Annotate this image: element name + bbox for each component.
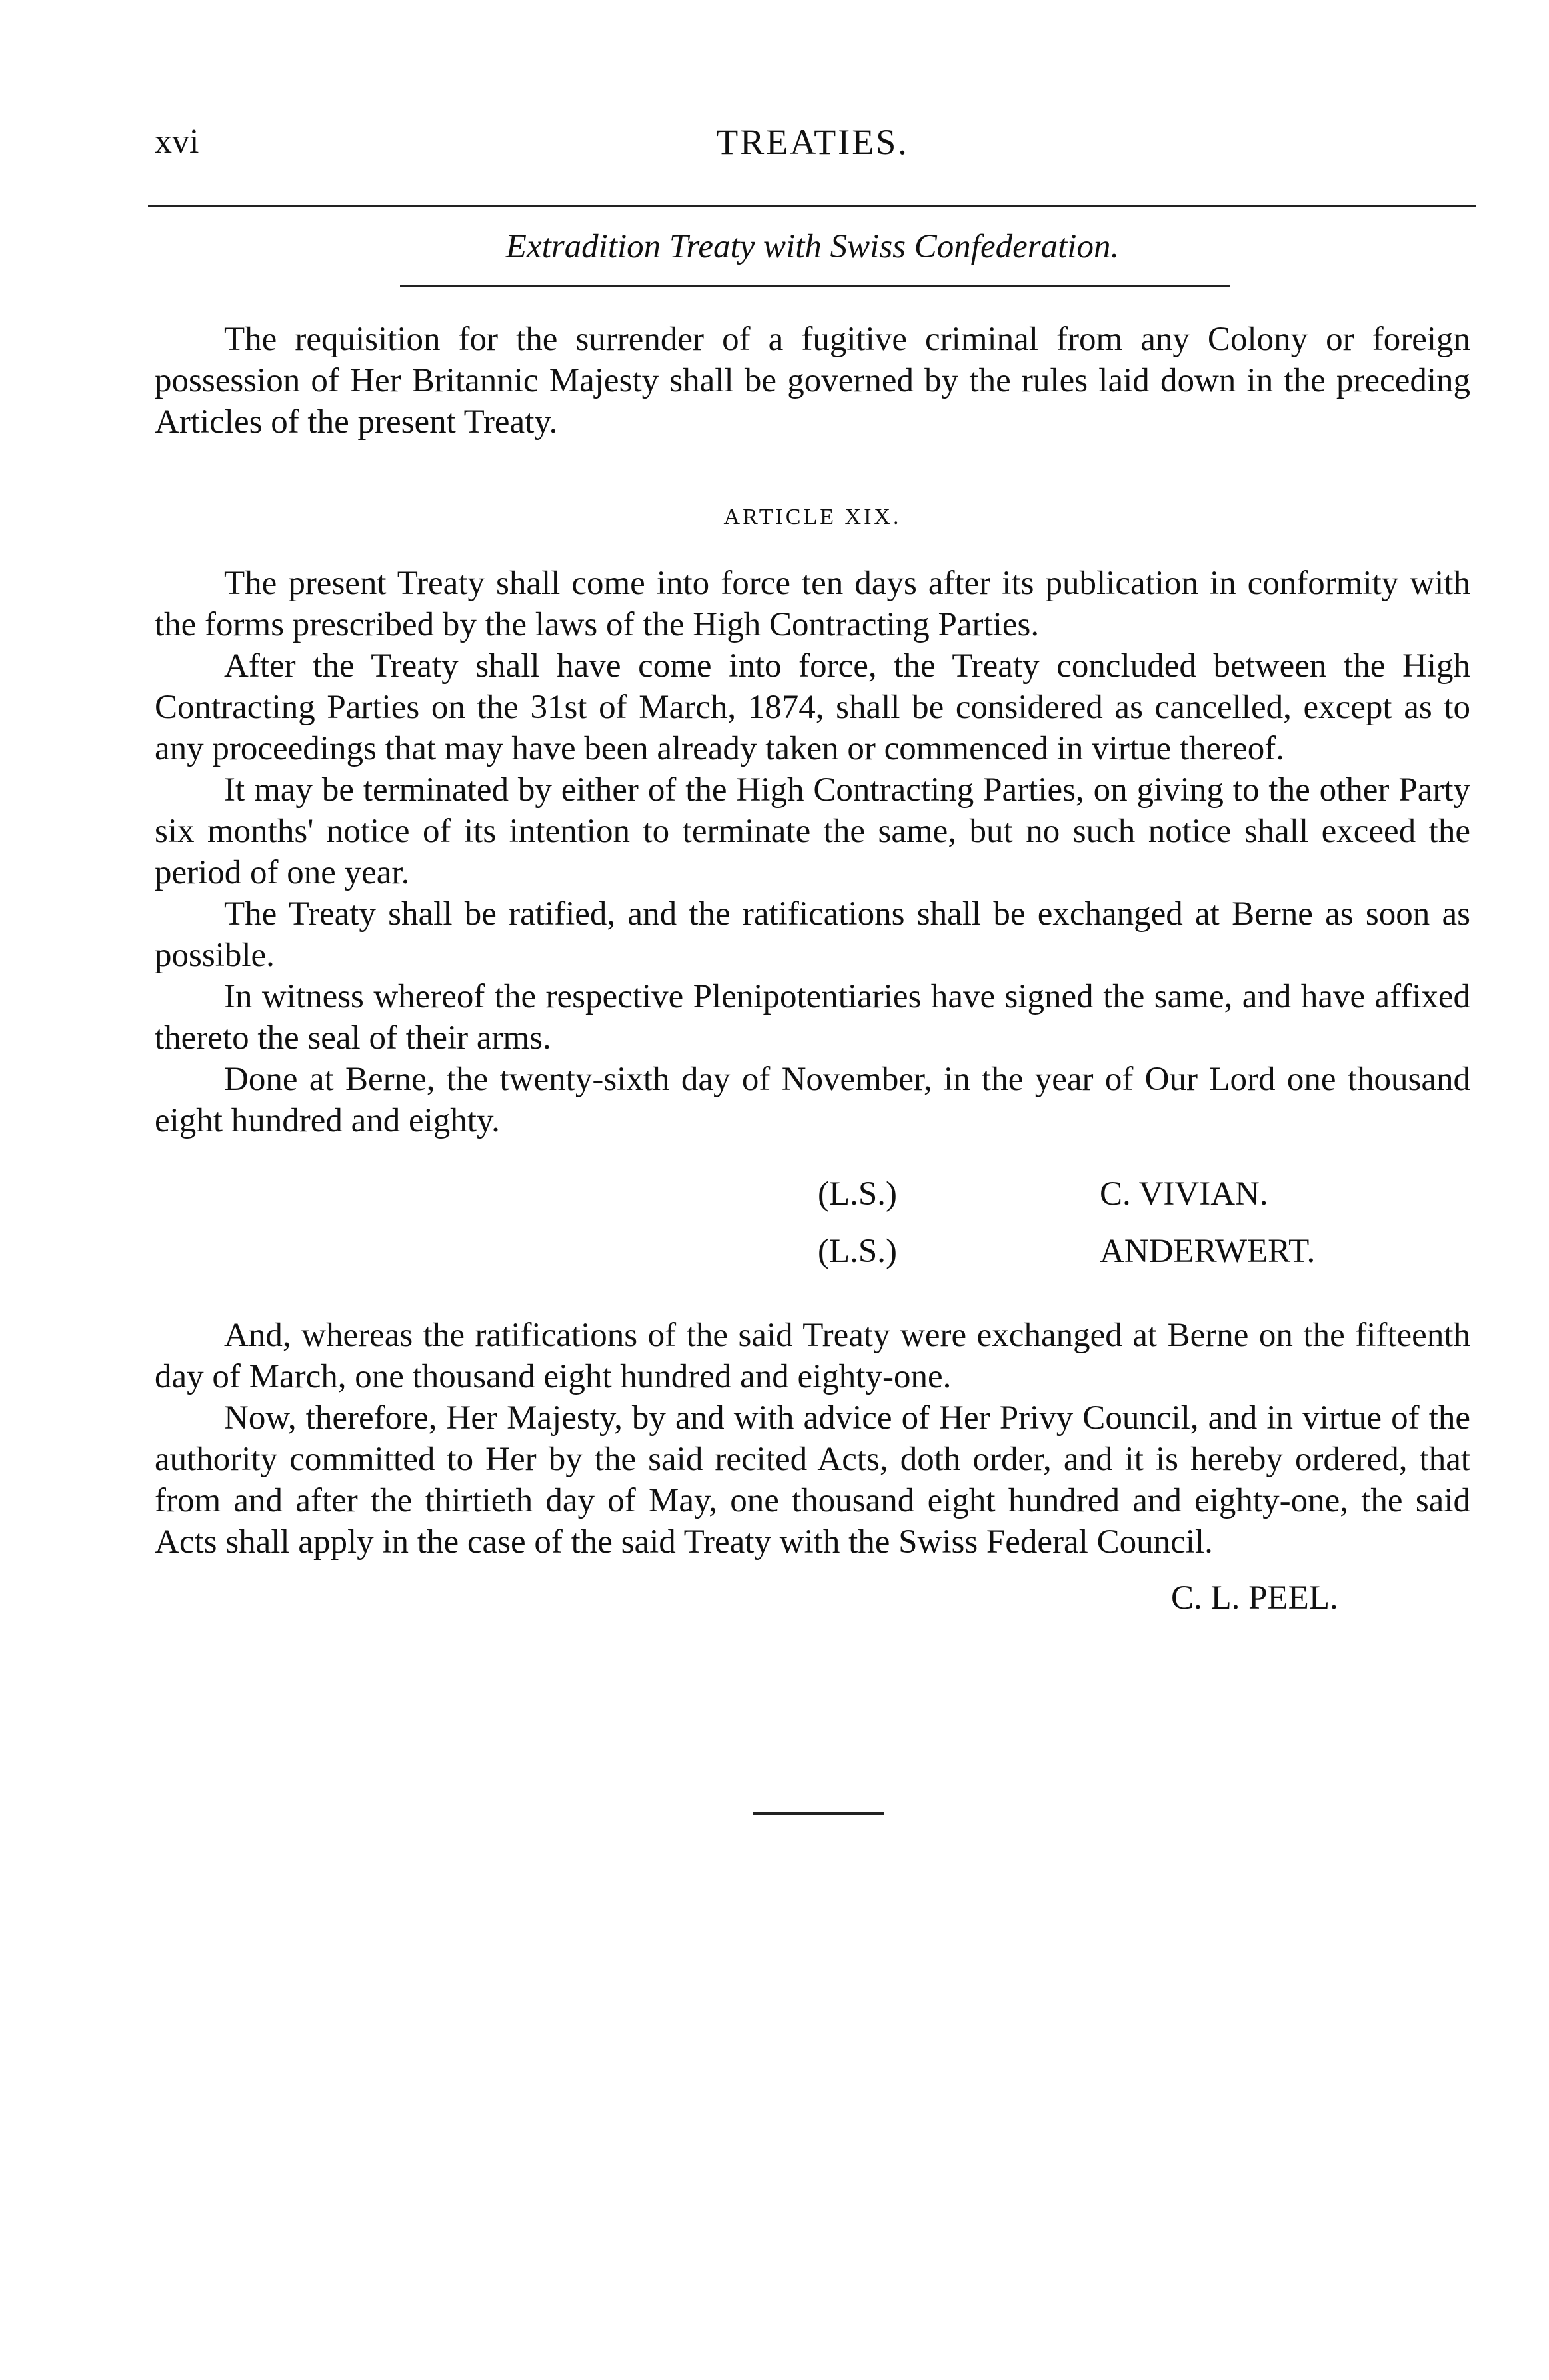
seal-mark: (L.S.) — [818, 1175, 897, 1213]
paragraph-done-at-berne: Done at Berne, the twenty-sixth day of November, in the year of Our Lord one thousand eight hundred and eighty. — [155, 1061, 1470, 1139]
final-signature: C. L. PEEL. — [1171, 1579, 1338, 1617]
paragraph-cancellation: After the Treaty shall have come into force, the Treaty concluded between the High Contracting Parties on the 31st of March, 1874, shall be considered as cancelled, except as to any proceedings that may have been already taken or commenced in virtue thereof. — [155, 647, 1470, 767]
end-of-section-rule — [753, 1812, 884, 1815]
running-head — [155, 119, 1470, 165]
seal-mark: (L.S.) — [818, 1233, 897, 1270]
treaty-body — [155, 319, 1470, 1627]
closing-section — [155, 1315, 1470, 1627]
section-title: Extradition Treaty with Swiss Confederation. — [505, 228, 1120, 265]
paragraph-order: Now, therefore, Her Majesty, by and with advice of Her Privy Council, and in virtue of the authority committed to Her by the said recited Acts, doth order, and it is hereby ordered, that from and after the thirtieth day of May, one thousand eight hundred and eighty-one, the said Acts shall apply in the case of the said Treaty with the Swiss Federal Council. — [155, 1399, 1470, 1561]
signatory-name: ANDERWERT. — [1100, 1233, 1316, 1270]
signature-block — [155, 1165, 1470, 1280]
paragraph-ratification: The Treaty shall be ratified, and the ratifications shall be exchanged at Berne as soon as possible. — [155, 895, 1470, 974]
page-number: xvi — [155, 123, 199, 161]
paragraph-witness: In witness whereof the respective Plenipotentiaries have signed the same, and have affixed thereto the seal of their arms. — [155, 978, 1470, 1057]
signature-row — [155, 1223, 1470, 1280]
paragraph-force: The present Treaty shall come into force ten days after its publication in conformity with the forms prescribed by the laws of the High Contracting Parties. — [155, 565, 1470, 643]
paragraph-exchange: And, whereas the ratifications of the said Treaty were exchanged at Berne on the fifteenth day of March, one thousand eight hundred and eighty-one. — [155, 1317, 1470, 1395]
signature-row — [155, 1165, 1470, 1223]
header-bottom-rule — [400, 285, 1230, 287]
running-title: TREATIES. — [716, 122, 909, 162]
article-heading: ARTICLE XIX. — [723, 505, 902, 529]
header-top-rule — [148, 205, 1476, 207]
signatory-name: C. VIVIAN. — [1100, 1175, 1268, 1213]
paragraph-requisition: The requisition for the surrender of a fugitive criminal from any Colony or foreign possession of Her Britannic Majesty shall be governed by the rules laid down in the preceding Articles of the present Treaty. — [155, 321, 1470, 441]
paragraph-termination: It may be terminated by either of the High Contracting Parties, on giving to the other Party six months' notice of its intention to terminate the same, but no such notice shall exceed the period of one year. — [155, 771, 1470, 891]
